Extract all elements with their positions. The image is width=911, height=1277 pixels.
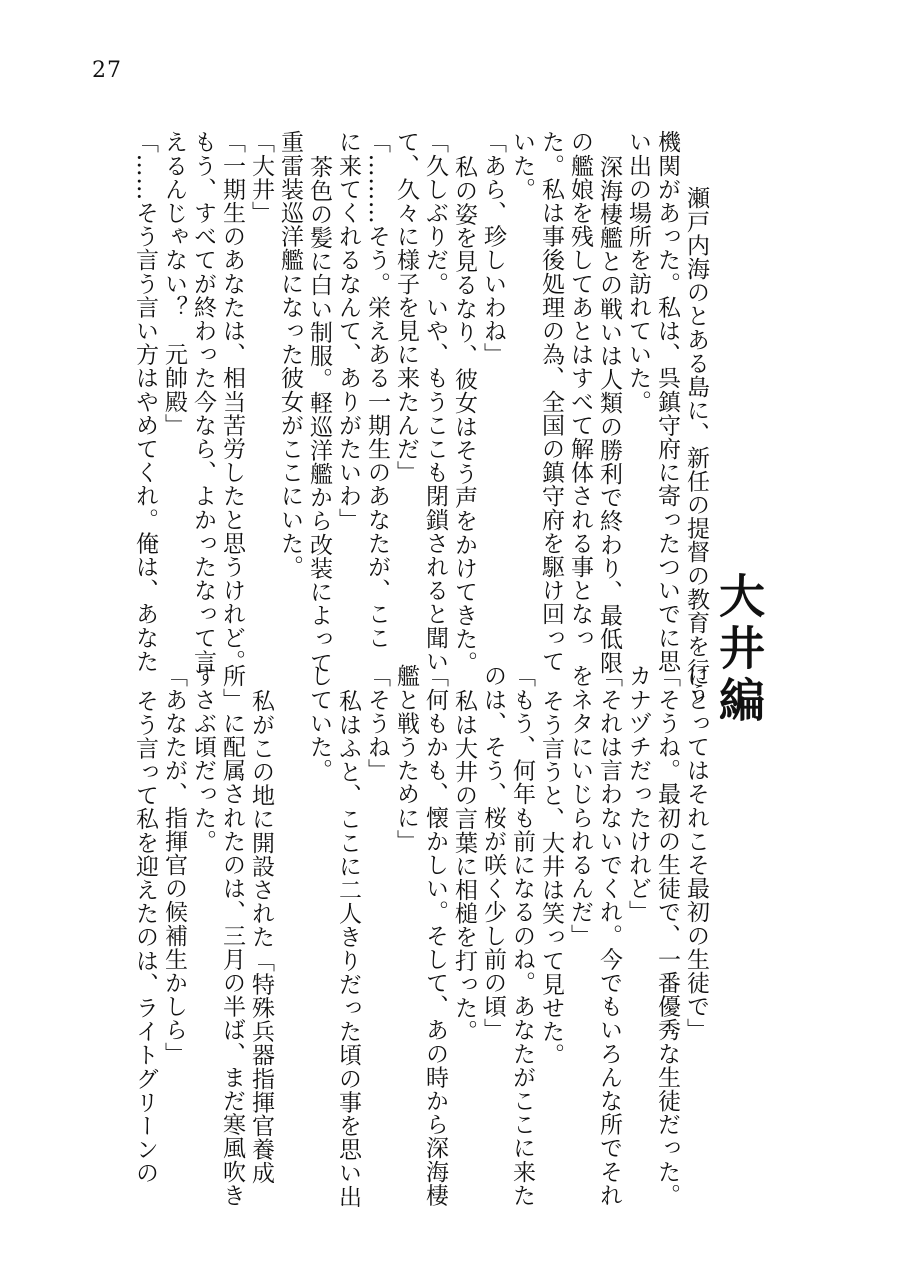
text-column: すさぶ頃だった。 <box>190 664 216 853</box>
text-column: 「あら、珍しいわね」 <box>480 130 506 366</box>
text-column: 「大井」 <box>248 130 274 225</box>
text-column: 所」に配属されたのは、三月の半ば、まだ寒風吹き <box>219 664 245 1207</box>
text-column: 艦と戦うために」 <box>393 664 419 853</box>
chapter-title: 大井編 <box>712 572 766 728</box>
text-column: をネタにいじられるんだ」 <box>567 664 593 948</box>
text-column: 機関があった。私は、呉鎮守府に寄ったついでに思 <box>654 130 680 673</box>
text-column: カナヅチだったけれど」 <box>625 664 651 924</box>
text-column: えるんじゃない？ 元帥殿」 <box>161 130 187 437</box>
text-column: 茶色の髪に白い制服。軽巡洋艦から改装によって <box>306 155 332 675</box>
text-column: 「……そう言う言い方はやめてくれ。俺は、あなた <box>132 130 158 673</box>
text-column: 「あなたが、指揮官の候補生かしら」 <box>161 664 187 1066</box>
text-column: 私はふと、ここに二人きりだった頃の事を思い出 <box>335 689 361 1209</box>
text-column: 私がこの地に開設された「特殊兵器指揮官養成 <box>248 689 274 1185</box>
page-number: 27 <box>92 58 122 83</box>
text-column: の艦娘を残してあとはすべて解体される事となっ <box>567 130 593 650</box>
text-column: にとってはそれこそ最初の生徒で」 <box>683 664 709 1042</box>
text-column: 瀬戸内海のとある島に、新任の提督の教育を行う <box>683 186 709 706</box>
text-column: 「もう、何年も前になるのね。あなたがここに来た <box>509 664 535 1207</box>
text-column: た。私は事後処理の為、全国の鎮守府を駆け回って <box>538 130 564 673</box>
text-column: 「そうね。最初の生徒で、一番優秀な生徒だった。 <box>654 664 680 1207</box>
text-column: 重雷装巡洋艦になった彼女がここにいた。 <box>277 130 303 579</box>
text-column: 「………そう。栄えある一期生のあなたが、ここ <box>364 130 390 650</box>
text-column: もう、すべてが終わった今なら、よかったなって言 <box>190 130 216 673</box>
text-column: て、久々に様子を見に来たんだ」 <box>393 130 419 484</box>
text-column: そう言うと、大井は笑って見せた。 <box>538 689 564 1067</box>
text-column: 「何もかも、懐かしい。そして、あの時から深海棲 <box>422 664 448 1207</box>
text-column: のは、そう、桜が咲く少し前の頃」 <box>480 664 506 1042</box>
text-column: そう言って私を迎えたのは、ライトグリーンの <box>132 689 158 1185</box>
text-column: 「久しぶりだ。いや、もうここも閉鎖されると聞い <box>422 130 448 673</box>
text-column: 「一期生のあなたは、相当苦労したと思うけれど。 <box>219 130 245 673</box>
text-column: い出の場所を訪れていた。 <box>625 130 651 414</box>
text-column: 私は大井の言葉に相槌を打った。 <box>451 689 477 1043</box>
text-column: 深海棲艦との戦いは人類の勝利で終わり、最低限 <box>596 155 622 675</box>
text-column: 私の姿を見るなり、彼女はそう声をかけてきた。 <box>451 155 477 675</box>
text-column: に来てくれるなんて、ありがたいわ」 <box>335 130 361 532</box>
text-column: いた。 <box>509 130 535 201</box>
text-column: していた。 <box>306 664 332 782</box>
text-column: 「それは言わないでくれ。今でもいろんな所でそれ <box>596 664 622 1207</box>
text-column: 「そうね」 <box>364 664 390 782</box>
